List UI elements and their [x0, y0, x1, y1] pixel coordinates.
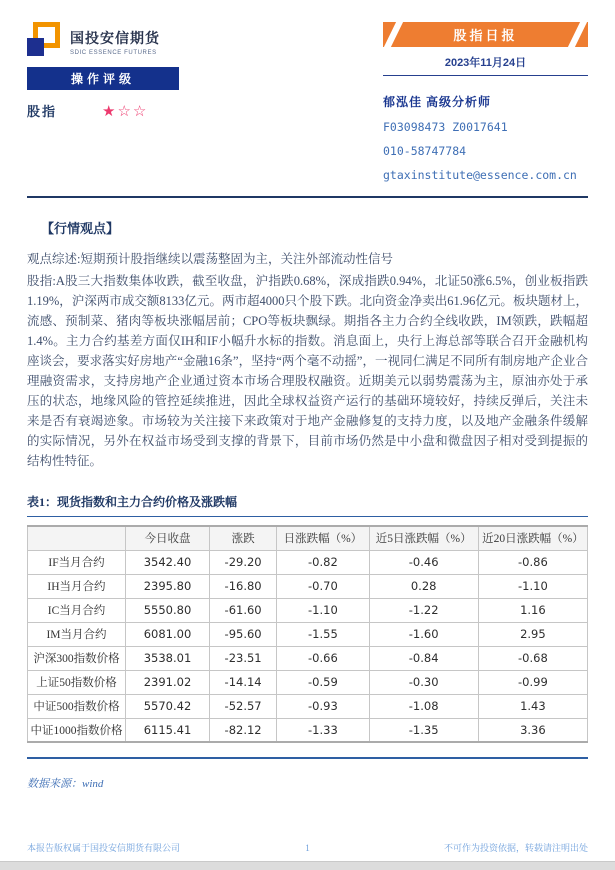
report-type-banner: [383, 22, 588, 47]
value-cell: -1.33: [277, 718, 369, 742]
footer-disclaimer: 不可作为投资依据，转载请注明出处: [443, 843, 588, 853]
value-cell: 2.95: [478, 622, 587, 646]
table-row: [28, 670, 588, 694]
value-cell: -0.70: [277, 574, 369, 598]
market-view-body: [27, 249, 588, 471]
table-row: [28, 694, 588, 718]
company-name-en: SDIC ESSENCE FUTURES: [70, 50, 157, 56]
value-cell: 2395.80: [126, 574, 210, 598]
row-label: IM当月合约: [28, 622, 126, 646]
row-label: 上证50指数价格: [28, 670, 126, 694]
value-cell: 0.28: [369, 574, 478, 598]
value-cell: 6115.41: [126, 718, 210, 742]
table-title: 表1：现货指数和主力合约价格及涨跌幅: [27, 493, 588, 517]
company-logo-icon: [27, 22, 63, 58]
value-cell: -1.55: [277, 622, 369, 646]
value-cell: -0.46: [369, 550, 478, 574]
report-date: 2023年11月24日: [383, 54, 588, 76]
row-label: IF当月合约: [28, 550, 126, 574]
page-footer: [27, 841, 588, 854]
value-cell: -0.99: [478, 670, 587, 694]
row-label: IC当月合约: [28, 598, 126, 622]
value-cell: -0.84: [369, 646, 478, 670]
rating-stars: ★☆☆: [102, 102, 149, 120]
company-name-cn: 国投安信期货: [70, 30, 160, 46]
analyst-license-ids: F03098473 Z0017641: [383, 120, 508, 134]
value-cell: -16.80: [210, 574, 277, 598]
value-cell: 3538.01: [126, 646, 210, 670]
body-paragraph: 股指:A股三大指数集体收跌，截至收盘，沪指跌0.68%，深成指跌0.94%，北证50涨6.5%，创业板指跌1.19%，沪深两市成交额8133亿元。两市超4000只个股下跌。北向资金净卖出61.96亿元。板块题材上，流感、预制菜、猪肉等板块涨幅居前；CPO等板块飘绿。期指各主力合约全线收跌，IM领跌，跌幅超1.4%。主力合约基差方面仅IH和IF小幅升水标的指数。消息面上，央行上海总部等联合召开金融机构座谈会，要求落实好房地产“金融16条”，坚持“两个毫不动摇”，一视同仁满足不同所有制房地产企业合理融资需求，支持房地产企业通过资本市场合理股权融资。近期美元以弱势震荡为主，原油亦处于承压的状态，地缘风险的管控延续推进，因此全球权益资产运行的基础环境较好，持续反弹后，关注未来是否有衰竭迹象。市场较为关注接下来政策对于地产金融修复的支持力度，以及地产金融条件缓解的实际情况，另外在权益市场受到支撑的背景下，目前市场仍然是中小盘和微盘因子相对受到提振的结构性特征。: [27, 274, 588, 468]
value-cell: 1.16: [478, 598, 587, 622]
analyst-email[interactable]: gtaxinstitute@essence.com.cn: [383, 168, 577, 182]
report-type-label: 股指日报: [453, 28, 518, 43]
table-row: [28, 574, 588, 598]
rating-row: [27, 101, 357, 120]
row-label: 沪深300指数价格: [28, 646, 126, 670]
value-cell: 2391.02: [126, 670, 210, 694]
price-change-table: [27, 525, 588, 743]
value-cell: -1.08: [369, 694, 478, 718]
value-cell: -0.59: [277, 670, 369, 694]
table-end-rule: [27, 757, 588, 759]
value-cell: -0.86: [478, 550, 587, 574]
value-cell: -1.10: [277, 598, 369, 622]
value-cell: -52.57: [210, 694, 277, 718]
value-cell: -0.66: [277, 646, 369, 670]
row-label: 中证1000指数价格: [28, 718, 126, 742]
column-header: 近5日涨跌幅（%）: [369, 526, 478, 550]
row-label: IH当月合约: [28, 574, 126, 598]
value-cell: -29.20: [210, 550, 277, 574]
value-cell: -0.93: [277, 694, 369, 718]
analyst-phone: 010-58747784: [383, 144, 467, 158]
table-row: [28, 622, 588, 646]
table-header-row: [28, 526, 588, 550]
value-cell: 5570.42: [126, 694, 210, 718]
value-cell: -14.14: [210, 670, 277, 694]
table-row: [28, 718, 588, 742]
value-cell: 3.36: [478, 718, 587, 742]
window-bottom-edge: [0, 861, 615, 870]
data-source-note: 数据来源：wind: [27, 778, 104, 790]
value-cell: -23.51: [210, 646, 277, 670]
value-cell: -1.35: [369, 718, 478, 742]
analyst-name: 郁泓佳 高级分析师: [383, 95, 492, 109]
value-cell: 1.43: [478, 694, 587, 718]
value-cell: -82.12: [210, 718, 277, 742]
table-row: [28, 598, 588, 622]
body-paragraph: 观点综述:短期预计股指继续以震荡整固为主，关注外部流动性信号: [27, 252, 393, 266]
value-cell: -1.22: [369, 598, 478, 622]
value-cell: -1.10: [478, 574, 587, 598]
value-cell: 3542.40: [126, 550, 210, 574]
header-divider: [27, 196, 588, 198]
value-cell: 5550.80: [126, 598, 210, 622]
footer-copyright: 本报告版权属于国投安信期货有限公司: [27, 843, 181, 853]
value-cell: -0.68: [478, 646, 587, 670]
value-cell: -0.82: [277, 550, 369, 574]
column-header: 涨跌: [210, 526, 277, 550]
column-header: 日涨跌幅（%）: [277, 526, 369, 550]
column-header: [28, 526, 126, 550]
value-cell: -0.30: [369, 670, 478, 694]
value-cell: -95.60: [210, 622, 277, 646]
section-title-market-view: 【行情观点】: [41, 221, 120, 236]
value-cell: 6081.00: [126, 622, 210, 646]
value-cell: -61.60: [210, 598, 277, 622]
footer-page-number: 1: [305, 842, 310, 853]
value-cell: -1.60: [369, 622, 478, 646]
column-header: 今日收盘: [126, 526, 210, 550]
company-logo: [27, 22, 357, 58]
rating-badge: 操作评级: [27, 67, 179, 90]
table-row: [28, 550, 588, 574]
row-label: 中证500指数价格: [28, 694, 126, 718]
report-header: [27, 22, 588, 182]
column-header: 近20日涨跌幅（%）: [478, 526, 587, 550]
rating-instrument-label: 股指: [27, 104, 58, 119]
logo-blue-square: [27, 38, 44, 56]
table-row: [28, 646, 588, 670]
